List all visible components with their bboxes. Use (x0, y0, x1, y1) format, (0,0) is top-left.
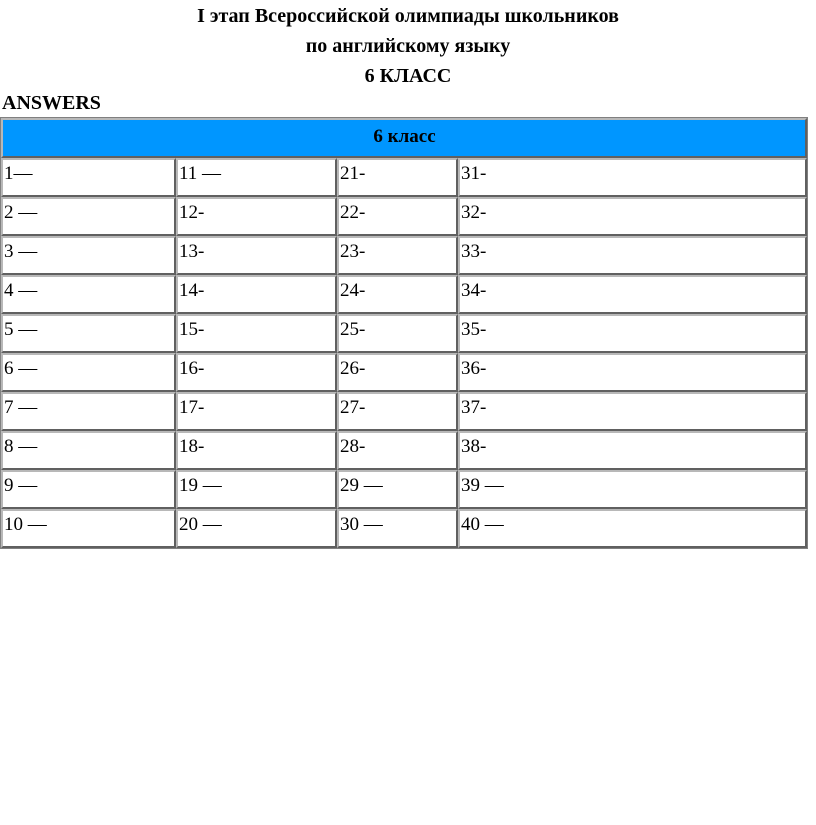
answer-cell: 29 — (337, 470, 458, 509)
table-row (1, 197, 807, 236)
answer-cell: 32- (458, 197, 807, 236)
answer-cell: 36- (458, 353, 807, 392)
answer-cell: 31- (458, 158, 807, 197)
table-row (1, 158, 807, 197)
answer-cell: 9 — (1, 470, 176, 509)
answer-cell: 33- (458, 236, 807, 275)
answer-cell: 35- (458, 314, 807, 353)
grade-title: 6 КЛАСС (364, 65, 452, 87)
table-row (1, 314, 807, 353)
answer-cell: 11 — (176, 158, 337, 197)
answer-cell: 14- (176, 275, 337, 314)
table-row (1, 353, 807, 392)
answers-label: ANSWERS (2, 92, 101, 114)
answer-cell: 16- (176, 353, 337, 392)
subject-subtitle: по английскому языку (305, 35, 511, 57)
answer-cell: 24- (337, 275, 458, 314)
answer-cell: 22- (337, 197, 458, 236)
answer-cell: 26- (337, 353, 458, 392)
answer-cell: 10 — (1, 509, 176, 548)
table-row (1, 509, 807, 548)
answer-cell: 25- (337, 314, 458, 353)
olympiad-title: I этап Всероссийской олимпиады школьников (197, 5, 619, 27)
table-row (1, 431, 807, 470)
table-row (1, 470, 807, 509)
answer-cell: 34- (458, 275, 807, 314)
answer-cell: 39 — (458, 470, 807, 509)
answer-cell: 7 — (1, 392, 176, 431)
answer-cell: 20 — (176, 509, 337, 548)
answer-cell: 21- (337, 158, 458, 197)
answers-table (0, 117, 808, 549)
answer-cell: 2 — (1, 197, 176, 236)
table-row (1, 236, 807, 275)
answer-cell: 4 — (1, 275, 176, 314)
answer-cell: 18- (176, 431, 337, 470)
answer-cell: 6 — (1, 353, 176, 392)
answer-cell: 5 — (1, 314, 176, 353)
answer-cell: 3 — (1, 236, 176, 275)
answer-cell: 37- (458, 392, 807, 431)
answer-cell: 28- (337, 431, 458, 470)
answer-cell: 13- (176, 236, 337, 275)
answer-cell: 23- (337, 236, 458, 275)
answer-cell: 17- (176, 392, 337, 431)
answer-cell: 12- (176, 197, 337, 236)
answer-cell: 15- (176, 314, 337, 353)
answer-cell: 40 — (458, 509, 807, 548)
answer-cell: 8 — (1, 431, 176, 470)
answer-cell: 1— (1, 158, 176, 197)
answer-cell: 19 — (176, 470, 337, 509)
answer-cell: 38- (458, 431, 807, 470)
answer-cell: 27- (337, 392, 458, 431)
answer-cell: 30 — (337, 509, 458, 548)
table-row (1, 392, 807, 431)
table-heading: 6 класс (1, 118, 807, 158)
table-row (1, 275, 807, 314)
